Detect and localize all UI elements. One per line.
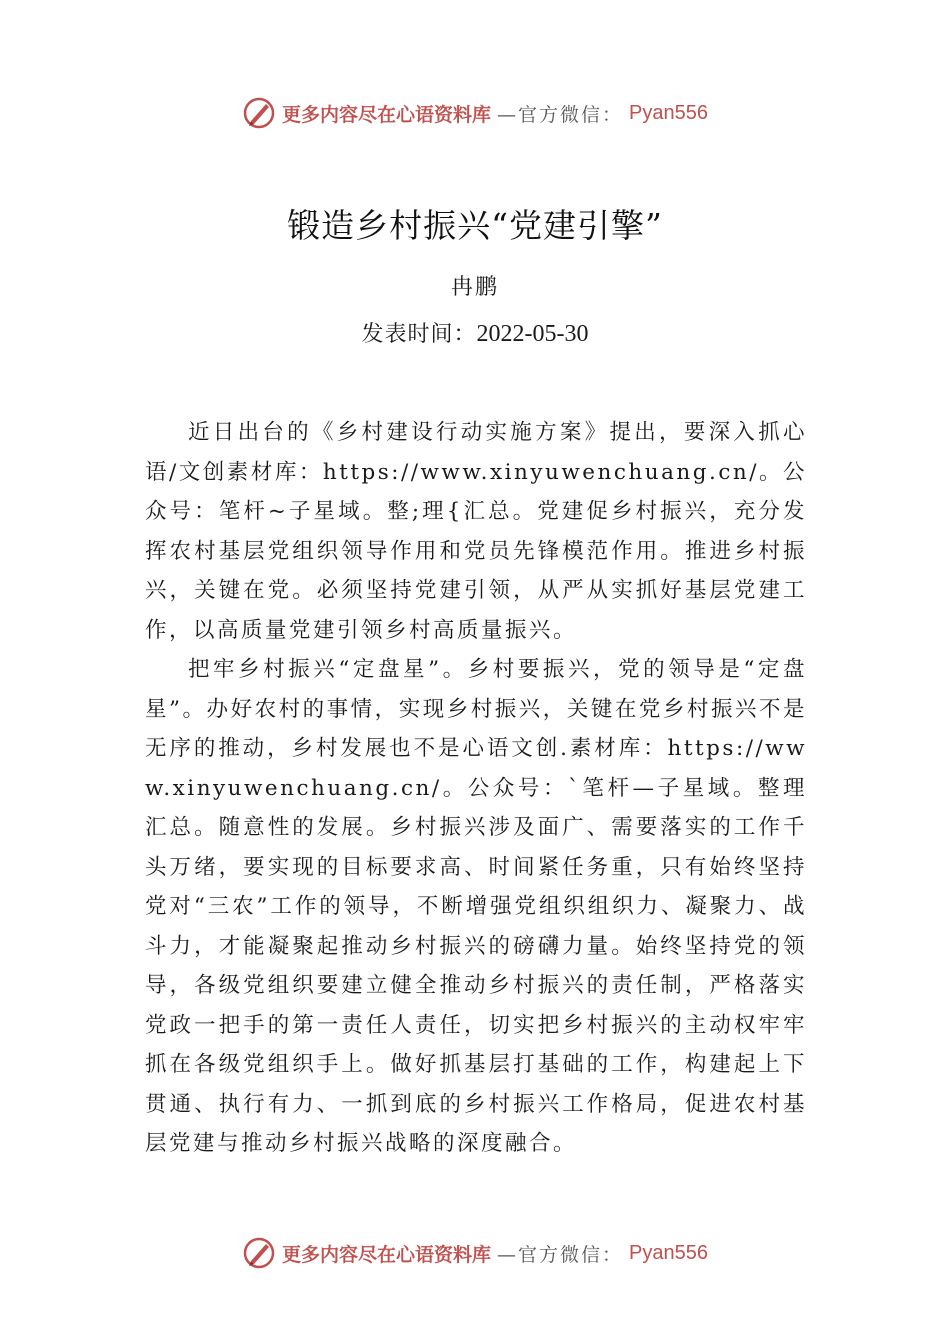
article-body bbox=[145, 413, 807, 1164]
article-author: 冉鹏 bbox=[450, 275, 499, 300]
banner-wechat-label: —官方微信： bbox=[497, 1243, 624, 1266]
banner-site-text: 更多内容尽在心语资料库 bbox=[282, 1243, 492, 1266]
banner-site-text: 更多内容尽在心语资料库 bbox=[282, 103, 492, 126]
banner-wechat-label: —官方微信： bbox=[497, 103, 624, 126]
publish-date-value: 2022-05-30 bbox=[476, 321, 589, 347]
pen-logo-icon bbox=[242, 96, 276, 130]
pen-logo-icon bbox=[242, 1236, 276, 1270]
article-title: 锻造乡村振兴“党建引擎” bbox=[287, 206, 663, 245]
paragraph: 把牢乡村振兴“定盘星”。乡村要振兴，党的领导是“定盘星”。办好农村的事情，实现乡村振兴，关键在党乡村振兴不是无序的推动，乡村发展也不是心语文创.素材库：https://www.xinyuwenchuang.cn/。公众号：`笔杆—子星域。整理汇总。随意性的发展。乡村振兴涉及面广、需要落实的工作千头万绪，要实现的目标要求高、时间紧任务重，只有始终坚持党对“三农”工作的领导，不断增强党组织组织力、凝聚力、战斗力，才能凝聚起推动乡村振兴的磅礴力量。始终坚持党的领导，各级党组织要建立健全推动乡村振兴的责任制，严格落实党政一把手的第一责任人责任，切实把乡村振兴的主动权牢牢抓在各级党组织手上。做好抓基层打基础的工作，构建起上下贯通、执行有力、一抓到底的乡村振兴工作格局，促进农村基层党建与推动乡村振兴战略的深度融合。 bbox=[145, 657, 807, 1156]
banner-wechat-id: Pyan556 bbox=[629, 1241, 708, 1264]
publish-date-label: 发表时间： bbox=[361, 322, 477, 347]
footer-banner bbox=[0, 1233, 950, 1273]
header-banner bbox=[0, 93, 950, 133]
banner-wechat-id: Pyan556 bbox=[629, 101, 708, 124]
publish-date bbox=[0, 317, 950, 348]
paragraph: 近日出台的《乡村建设行动实施方案》提出，要深入抓心语/文创素材库：https://www.xinyuwenchuang.cn/。公众号：笔杆~子星域。整;理{汇总。党建促乡村振兴，充分发挥农村基层党组织领导作用和党员先锋模范作用。推进乡村振兴，关键在党。必须坚持党建引领，从严从实抓好基层党建工作，以高质量党建引领乡村高质量振兴。 bbox=[145, 420, 807, 643]
